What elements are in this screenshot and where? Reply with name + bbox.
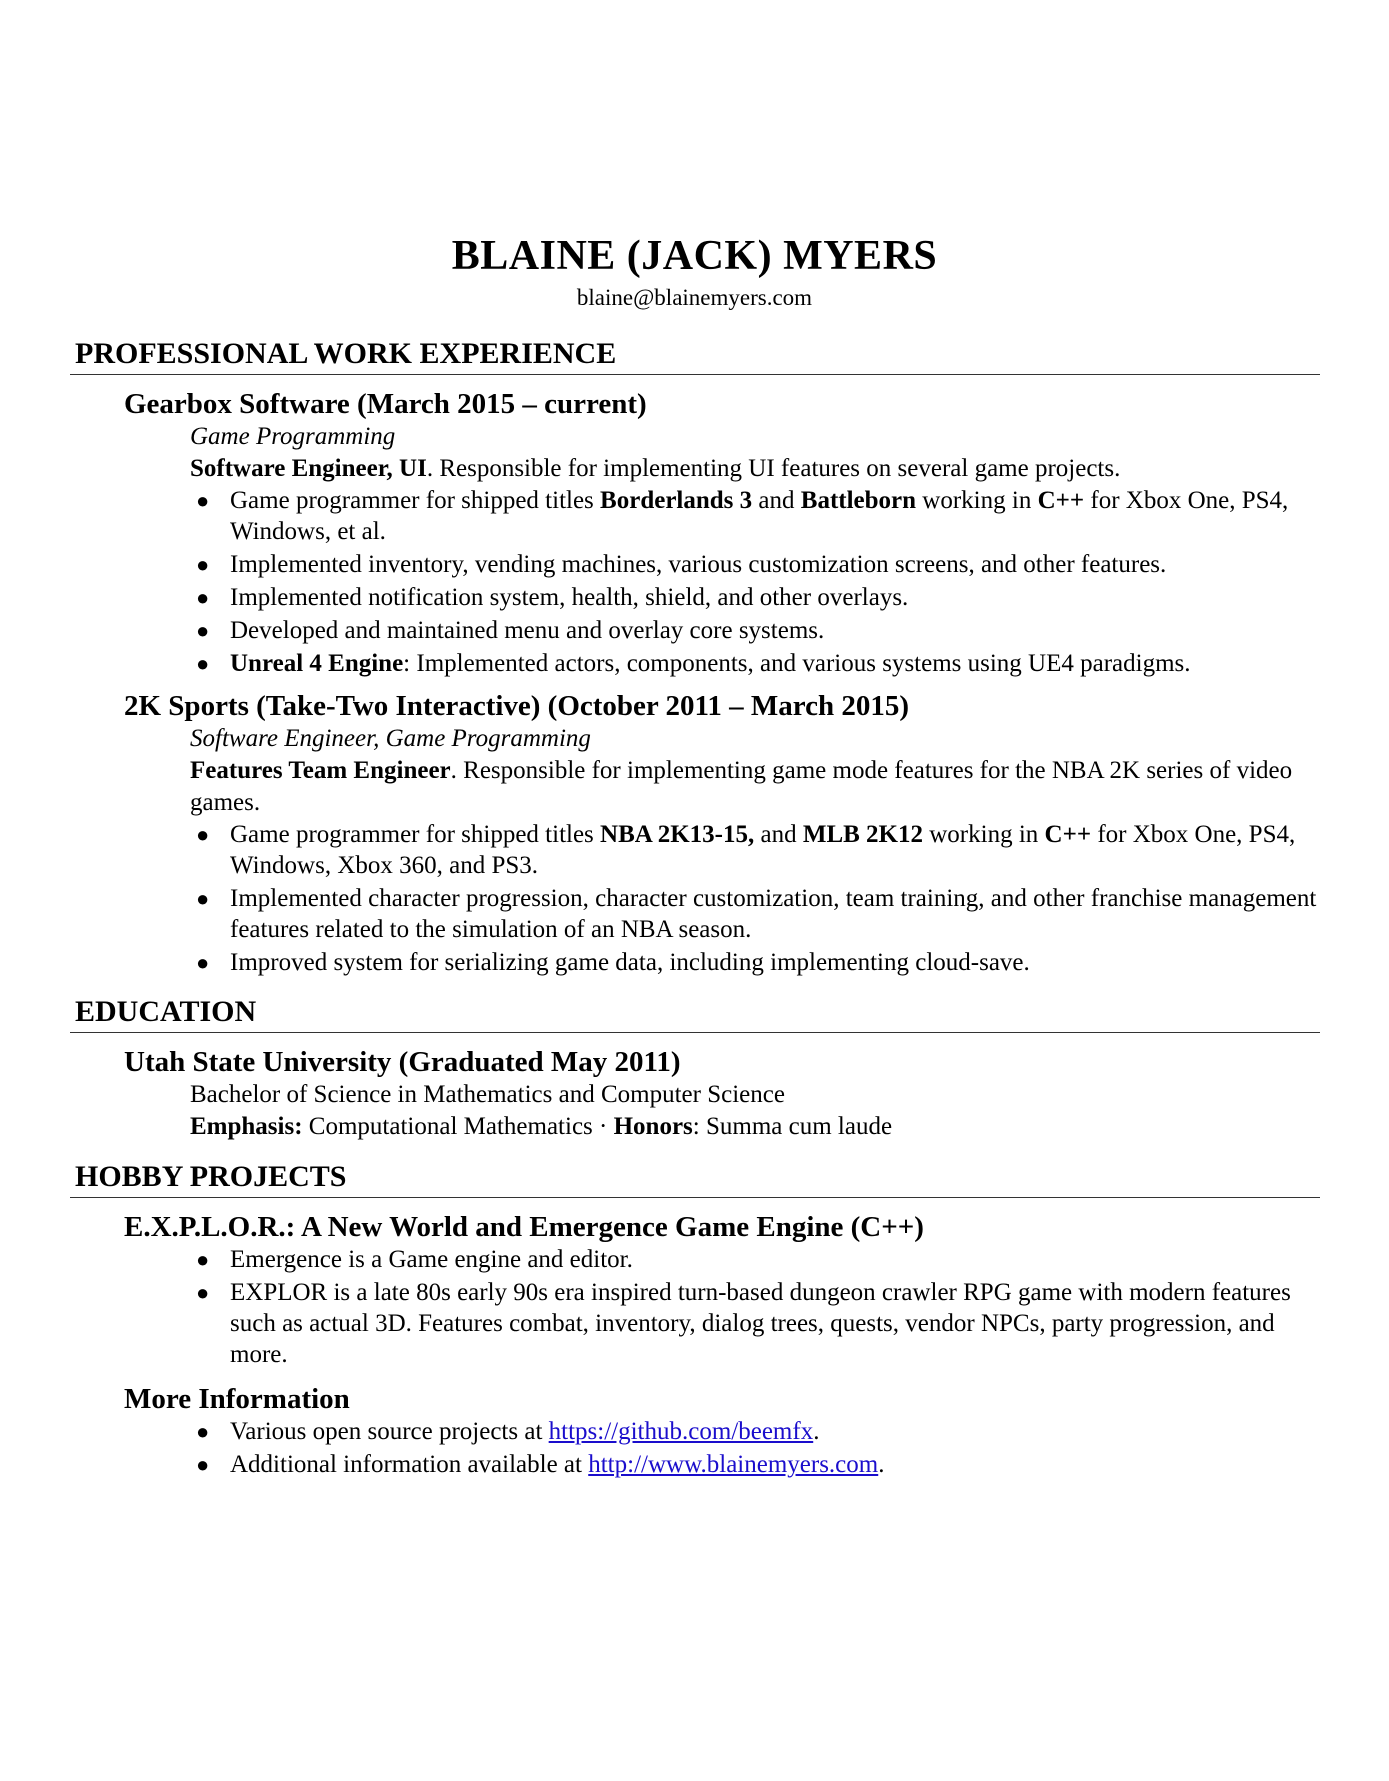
bullet-text: for Xbox One, PS4, Windows, Xbox 360, and PS3. — [230, 821, 1296, 879]
list-item — [190, 549, 1320, 580]
bullet-text: Implemented character progression, character customization, team training, and other franchise management features related to the simulation of an NBA season. — [230, 885, 1317, 943]
job-bullets — [190, 485, 1320, 679]
bold-text: Unreal 4 Engine — [230, 650, 404, 677]
list-item — [190, 1277, 1320, 1370]
emphasis-value: Computational Mathematics · — [302, 1113, 614, 1140]
list-item — [190, 485, 1320, 547]
bullet-icon: ● — [196, 950, 210, 975]
education-section — [70, 994, 1320, 1143]
more-info-list — [190, 1416, 1320, 1480]
job-title: Software Engineer, UI — [190, 455, 427, 482]
list-item — [190, 615, 1320, 646]
job-bullets — [190, 819, 1320, 978]
link-suffix: . — [813, 1418, 820, 1445]
education-details — [190, 1111, 1320, 1143]
bold-text: C++ — [1037, 487, 1085, 514]
job-company: Gearbox Software (March 2015 – current) — [124, 388, 647, 420]
bold-text: NBA 2K13-15, — [600, 821, 755, 848]
bullet-icon: ● — [196, 1452, 210, 1477]
job-role: Software Engineer, Game Programming — [190, 725, 591, 752]
link-suffix: . — [878, 1451, 885, 1478]
bullet-icon: ● — [196, 552, 210, 577]
bullet-icon: ● — [196, 1419, 210, 1444]
bold-text: MLB 2K12 — [802, 821, 923, 848]
experience-heading: PROFESSIONAL WORK EXPERIENCE — [70, 336, 1320, 375]
list-item — [190, 1416, 1320, 1447]
experience-section — [70, 336, 1320, 978]
bullet-icon: ● — [196, 886, 210, 911]
bold-text: Battleborn — [800, 487, 917, 514]
job-summary — [190, 453, 1320, 485]
bullet-icon: ● — [196, 488, 210, 513]
candidate-email: blaine@blainemyers.com — [576, 285, 813, 310]
list-item — [190, 883, 1320, 945]
bullet-text: and — [754, 821, 803, 848]
list-item — [190, 1244, 1320, 1275]
bold-text: C++ — [1044, 821, 1092, 848]
job-summary-text: . Responsible for implementing game mode features for the NBA 2K series of video games. — [190, 757, 1293, 816]
hobby-section — [70, 1159, 1320, 1480]
job-entry — [124, 387, 1320, 679]
job-body — [190, 723, 1320, 978]
education-body — [190, 1079, 1320, 1143]
bullet-text: Emergence is a Game engine and editor. — [230, 1246, 633, 1273]
bullet-text: Implemented inventory, vending machines, various customization screens, and other features. — [230, 551, 1167, 578]
project-body — [190, 1244, 1320, 1370]
bold-text: Borderlands 3 — [600, 487, 753, 514]
bullet-text: and — [752, 487, 801, 514]
school-name: Utah State University (Graduated May 2011) — [124, 1046, 681, 1078]
bullet-text: working in — [916, 487, 1038, 514]
bullet-text: working in — [923, 821, 1045, 848]
hobby-heading: HOBBY PROJECTS — [70, 1159, 1320, 1198]
emphasis-label: Emphasis: — [190, 1113, 303, 1140]
job-company: 2K Sports (Take-Two Interactive) (October 2011 – March 2015) — [124, 690, 910, 722]
bullet-icon: ● — [196, 1280, 210, 1305]
list-item — [190, 582, 1320, 613]
more-info-entry — [124, 1382, 1320, 1480]
candidate-name: BLAINE (JACK) MYERS — [451, 233, 938, 279]
project-title: E.X.P.L.O.R.: A New World and Emergence Game Engine (C++) — [124, 1211, 924, 1243]
list-item — [190, 648, 1320, 679]
job-body — [190, 421, 1320, 679]
resume-header — [0, 232, 1389, 312]
job-entry — [124, 689, 1320, 978]
project-bullets — [190, 1244, 1320, 1370]
degree: Bachelor of Science in Mathematics and Computer Science — [190, 1081, 785, 1108]
honors-value: : Summa cum laude — [692, 1113, 893, 1140]
more-info-title: More Information — [124, 1383, 350, 1415]
project-entry — [124, 1210, 1320, 1370]
job-summary — [190, 755, 1320, 819]
bullet-icon: ● — [196, 1247, 210, 1272]
honors-label: Honors — [613, 1113, 693, 1140]
list-item — [190, 1449, 1320, 1480]
github-link[interactable]: https://github.com/beemfx — [548, 1418, 814, 1445]
education-heading: EDUCATION — [70, 994, 1320, 1033]
bullet-text: Implemented notification system, health, shield, and other overlays. — [230, 584, 909, 611]
list-item — [190, 947, 1320, 978]
more-info-body — [190, 1416, 1320, 1480]
bullet-icon: ● — [196, 585, 210, 610]
education-entry — [124, 1045, 1320, 1143]
link-prefix: Additional information available at — [230, 1451, 589, 1478]
bullet-text: EXPLOR is a late 80s early 90s era inspired turn-based dungeon crawler RPG game with modern features such as actual 3D. Features combat, inventory, dialog trees, quests, vendor NPCs, party progression, and more. — [230, 1279, 1291, 1368]
bullet-text: Developed and maintained menu and overlay core systems. — [230, 617, 825, 644]
bullet-icon: ● — [196, 651, 210, 676]
list-item — [190, 819, 1320, 881]
website-link[interactable]: http://www.blainemyers.com — [588, 1451, 879, 1478]
bullet-text: Game programmer for shipped titles — [230, 487, 601, 514]
job-summary-text: . Responsible for implementing UI features on several game projects. — [426, 455, 1121, 482]
bullet-text: Improved system for serializing game data, including implementing cloud-save. — [230, 949, 1030, 976]
job-title: Features Team Engineer — [190, 757, 451, 784]
resume-content — [70, 336, 1320, 1496]
bullet-icon: ● — [196, 822, 210, 847]
bullet-icon: ● — [196, 618, 210, 643]
bullet-text: : Implemented actors, components, and various systems using UE4 paradigms. — [403, 650, 1191, 677]
bullet-text: Game programmer for shipped titles — [230, 821, 601, 848]
link-prefix: Various open source projects at — [230, 1418, 549, 1445]
bullet-text: for Xbox One, PS4, Windows, et al. — [230, 487, 1289, 545]
job-role: Game Programming — [190, 423, 396, 450]
